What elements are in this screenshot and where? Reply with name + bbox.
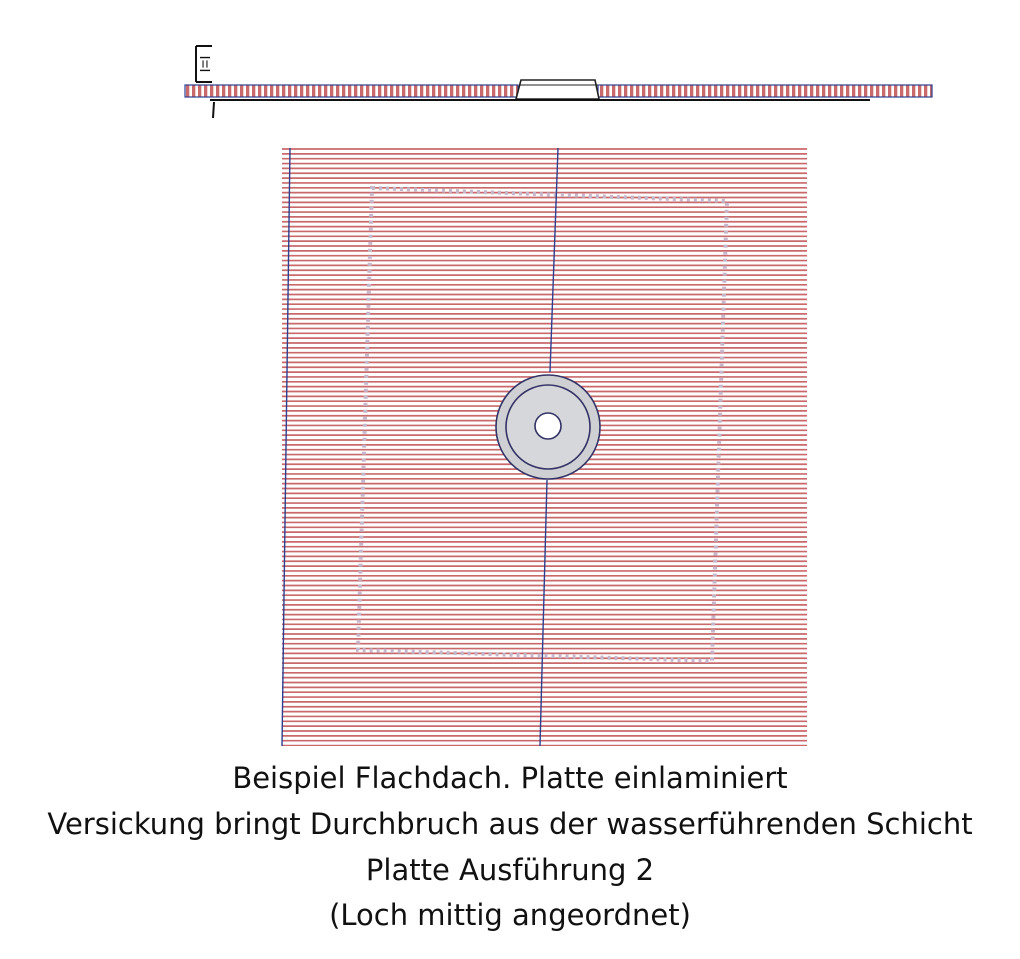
- drain-flange: [496, 375, 600, 479]
- cross-section-view: [185, 46, 932, 118]
- caption-line-4: (Loch mittig angeordnet): [329, 898, 691, 932]
- caption-line-2: Versickung bringt Durchbruch aus der wasserführenden Schicht: [47, 807, 973, 841]
- center-hole: [535, 413, 561, 439]
- plate-plan-view: [282, 148, 807, 746]
- section-membrane-left: [185, 85, 518, 97]
- section-marker: [196, 46, 214, 118]
- caption-line-3: Platte Ausführung 2: [365, 853, 655, 887]
- section-marker-label: I=I: [197, 55, 214, 73]
- section-membrane-right: [598, 85, 932, 97]
- caption-line-1: Beispiel Flachdach. Platte einlaminiert: [232, 761, 788, 795]
- section-raised-plate: [516, 80, 599, 99]
